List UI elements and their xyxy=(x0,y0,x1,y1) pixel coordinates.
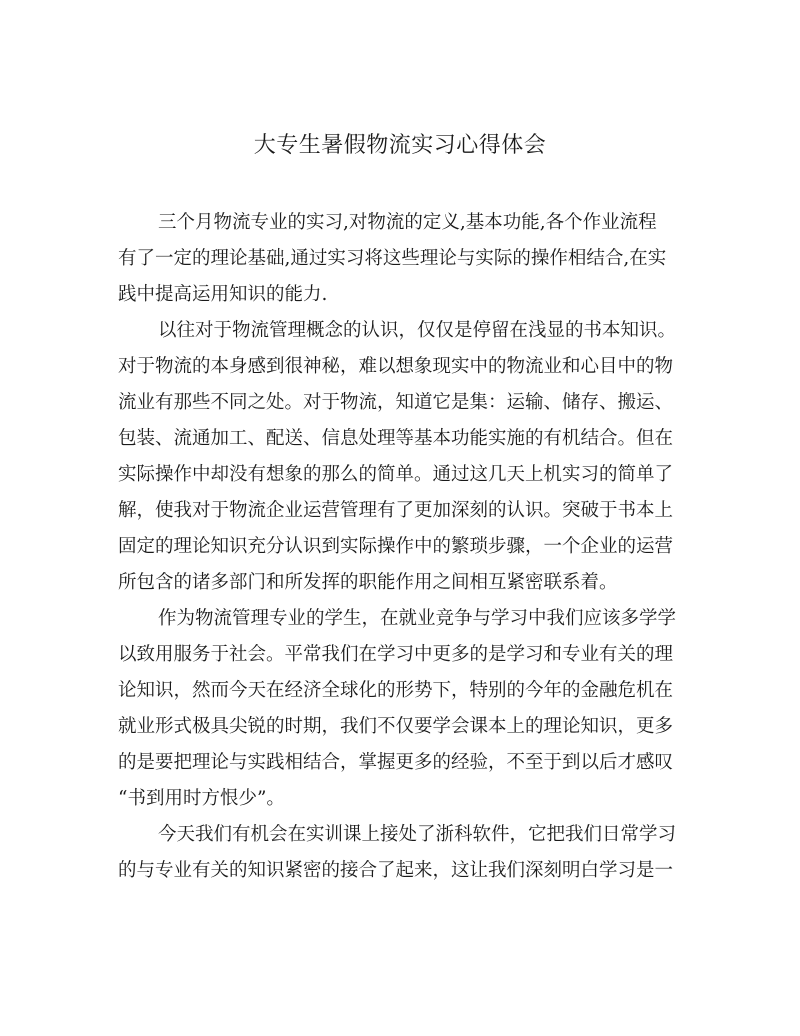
paragraph-line: 以往对于物流管理概念的认识，仅仅是停留在浅显的书本知识。 xyxy=(158,320,677,341)
paragraph-line: 今天我们有机会在实训课上接处了浙科软件，它把我们日常学习 xyxy=(158,824,677,845)
paragraph-line: 论知识，然而今天在经济全球化的形势下，特别的今年的金融危机在 xyxy=(118,680,674,701)
paragraph-line: 包装、流通加工、配送、信息处理等基本功能实施的有机结合。但在 xyxy=(118,428,674,449)
document-title: 大专生暑假物流实习心得体会 xyxy=(253,133,547,158)
paragraph-4 xyxy=(118,817,680,889)
document-body xyxy=(118,205,680,889)
paragraph-line: 的与专业有关的知识紧密的接合了起来，这让我们深刻明白学习是一 xyxy=(118,860,674,881)
paragraph-line: 解，使我对于物流企业运营管理有了更加深刻的认识。突破于书本上 xyxy=(118,500,674,521)
paragraph-line: 实际操作中却没有想象的那么的简单。通过这几天上机实习的简单了 xyxy=(118,464,674,485)
paragraph-line: “书到用时方恨少”。 xyxy=(118,788,285,809)
paragraph-line: 固定的理论知识充分认识到实际操作中的繁琐步骤，一个企业的运营 xyxy=(118,536,674,557)
paragraph-line: 对于物流的本身感到很神秘，难以想象现实中的物流业和心目中的物 xyxy=(118,356,674,377)
paragraph-line: 所包含的诸多部门和所发挥的职能作用之间相互紧密联系着。 xyxy=(118,572,618,593)
paragraph-line: 有了一定的理论基础,通过实习将这些理论与实际的操作相结合,在实 xyxy=(118,248,667,269)
paragraph-line: 流业有那些不同之处。对于物流，知道它是集：运输、储存、搬运、 xyxy=(118,392,674,413)
paragraph-line: 就业形式极具尖锐的时期，我们不仅要学会课本上的理论知识，更多 xyxy=(118,716,674,737)
paragraph-2 xyxy=(118,313,680,601)
paragraph-line: 以致用服务于社会。平常我们在学习中更多的是学习和专业有关的理 xyxy=(118,644,674,665)
paragraph-line: 践中提高运用知识的能力. xyxy=(118,284,328,305)
paragraph-3 xyxy=(118,601,680,817)
paragraph-line: 三个月物流专业的实习,对物流的定义,基本功能,各个作业流程 xyxy=(158,212,657,233)
paragraph-1 xyxy=(118,205,680,313)
paragraph-line: 作为物流管理专业的学生，在就业竞争与学习中我们应该多学学 xyxy=(158,608,677,629)
paragraph-line: 的是要把理论与实践相结合，掌握更多的经验，不至于到以后才感叹 xyxy=(118,752,674,773)
